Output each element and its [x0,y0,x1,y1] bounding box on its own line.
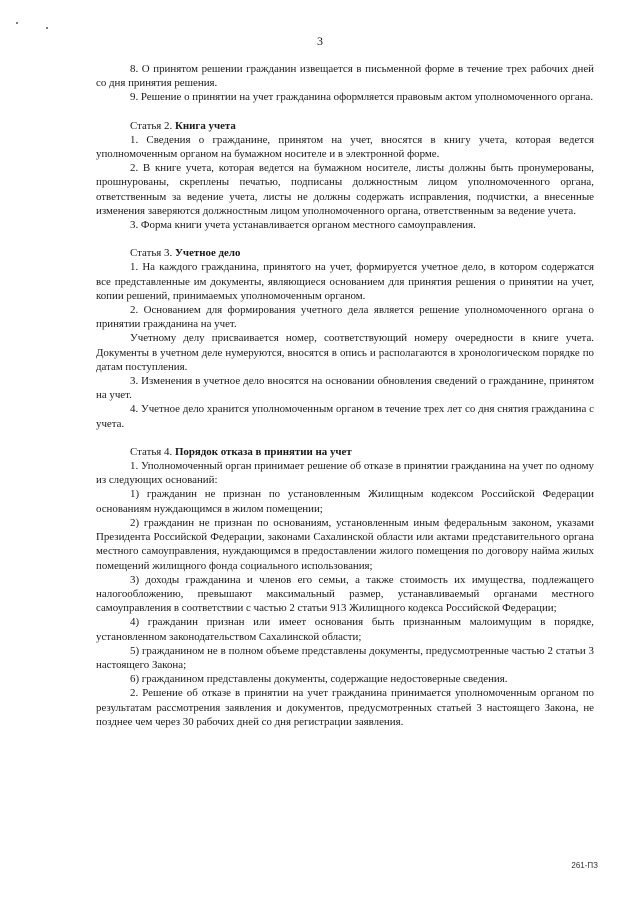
paragraph: 1. На каждого гражданина, принятого на учет, формируется учетное дело, в котором содержатся все представленные им документы, являющиеся основанием для принятия решения о принятии на учет, копии решений, принимаемых уполномоченным органом. [96,261,594,302]
page-number: 3 [317,34,323,48]
paragraph: 1. Сведения о гражданине, принятом на учет, вносятся в книгу учета, которая ведется уполномоченным органом на бумажном носителе и в электронной форме. [96,133,594,161]
paragraph: 3. Форма книги учета устанавливается органом местного самоуправления. [130,219,476,232]
article-label: Статья 3. [130,247,173,260]
document-body [96,62,594,729]
scan-speck [16,22,18,24]
article-label: Статья 2. [130,119,173,132]
paragraph: 8. О принятом решении гражданин извещается в письменной форме в течение трех рабочих дней со дня принятия решения. [96,63,594,90]
article-2-heading [96,119,594,133]
paragraph: 9. Решение о принятии на учет гражданина оформляется правовым актом уполномоченного органа. [130,91,594,104]
article-label: Статья 4. [130,445,173,458]
list-item: 1) гражданин не признан по установленным Жилищным кодексом Российской Федерации основаниям нуждающимся в жилом помещении; [96,488,594,515]
scan-speck [46,27,48,29]
list-item: 2) гражданин не признан по основаниям, установленным иным федеральным законом, указами Президента Российской Федерации, законами Сахалинской области или актами представительного органа местного самоуправления, нуждающимся в предоставлении жилого помещения по договору найма жилых помещений жилищного фонда социального использования; [96,516,594,572]
paragraph: 1. Уполномоченный орган принимает решение об отказе в принятии гражданина на учет по одному из следующих оснований: [96,460,594,487]
paragraph: 3. Изменения в учетное дело вносятся на основании обновления сведений о гражданине, принятом на учет. [96,375,594,402]
list-item: 5) гражданином не в полном объеме представлены документы, предусмотренные частью 2 статьи 3 настоящего Закона; [96,644,594,671]
paragraph: 2. В книге учета, которая ведется на бумажном носителе, листы должны быть пронумерованы, прошнурованы, скреплены печатью, подписаны должностным лицом уполномоченного органа, ответственным за ведение учета, листы не должны содержать исправления, подчистки, а внесенные изменения заверяются должностным лицом уполномоченного органа, ответственным за ведение учета. [96,162,594,217]
article-3-heading [96,246,594,260]
paragraph: 4. Учетное дело хранится уполномоченным органом в течение трех лет со дня снятия гражданина с учета. [96,403,594,430]
paragraph: 2. Решение об отказе в принятии на учет гражданина принимается уполномоченным органом по результатам рассмотрения заявления и документов, предусмотренных статьей 3 настоящего Закона, не позднее чем через 30 рабочих дней со дня регистрации заявления. [96,687,594,728]
list-item: 3) доходы гражданина и членов его семьи, а также стоимость их имущества, подлежащего налогообложению, превышают максимальный размер, устанавливаемый органами местного самоуправления в соответствии с частью 2 статьи 913 Жилищного кодекса Российской Федерации; [96,573,594,615]
document-code: 261-ПЗ [571,861,598,870]
article-title: Книга учета [174,119,236,132]
list-item: 4) гражданин признан или имеет основания быть признанным малоимущим в порядке, установленном законодательством Сахалинской области; [96,616,594,643]
article-title: Порядок отказа в принятии на учет [174,445,352,458]
list-item: 6) гражданином представлены документы, содержащие недостоверные сведения. [130,673,508,686]
paragraph: 2. Основанием для формирования учетного дела является решение уполномоченного органа о принятии гражданина на учет. [96,304,594,331]
article-4-heading [96,445,594,459]
paragraph: Учетному делу присваивается номер, соответствующий номеру очередности в книге учета. Документы в учетном деле нумеруются, вносятся в опись и располагаются в хронологическом порядке по датам поступления. [96,332,594,373]
article-title: Учетное дело [174,247,241,260]
